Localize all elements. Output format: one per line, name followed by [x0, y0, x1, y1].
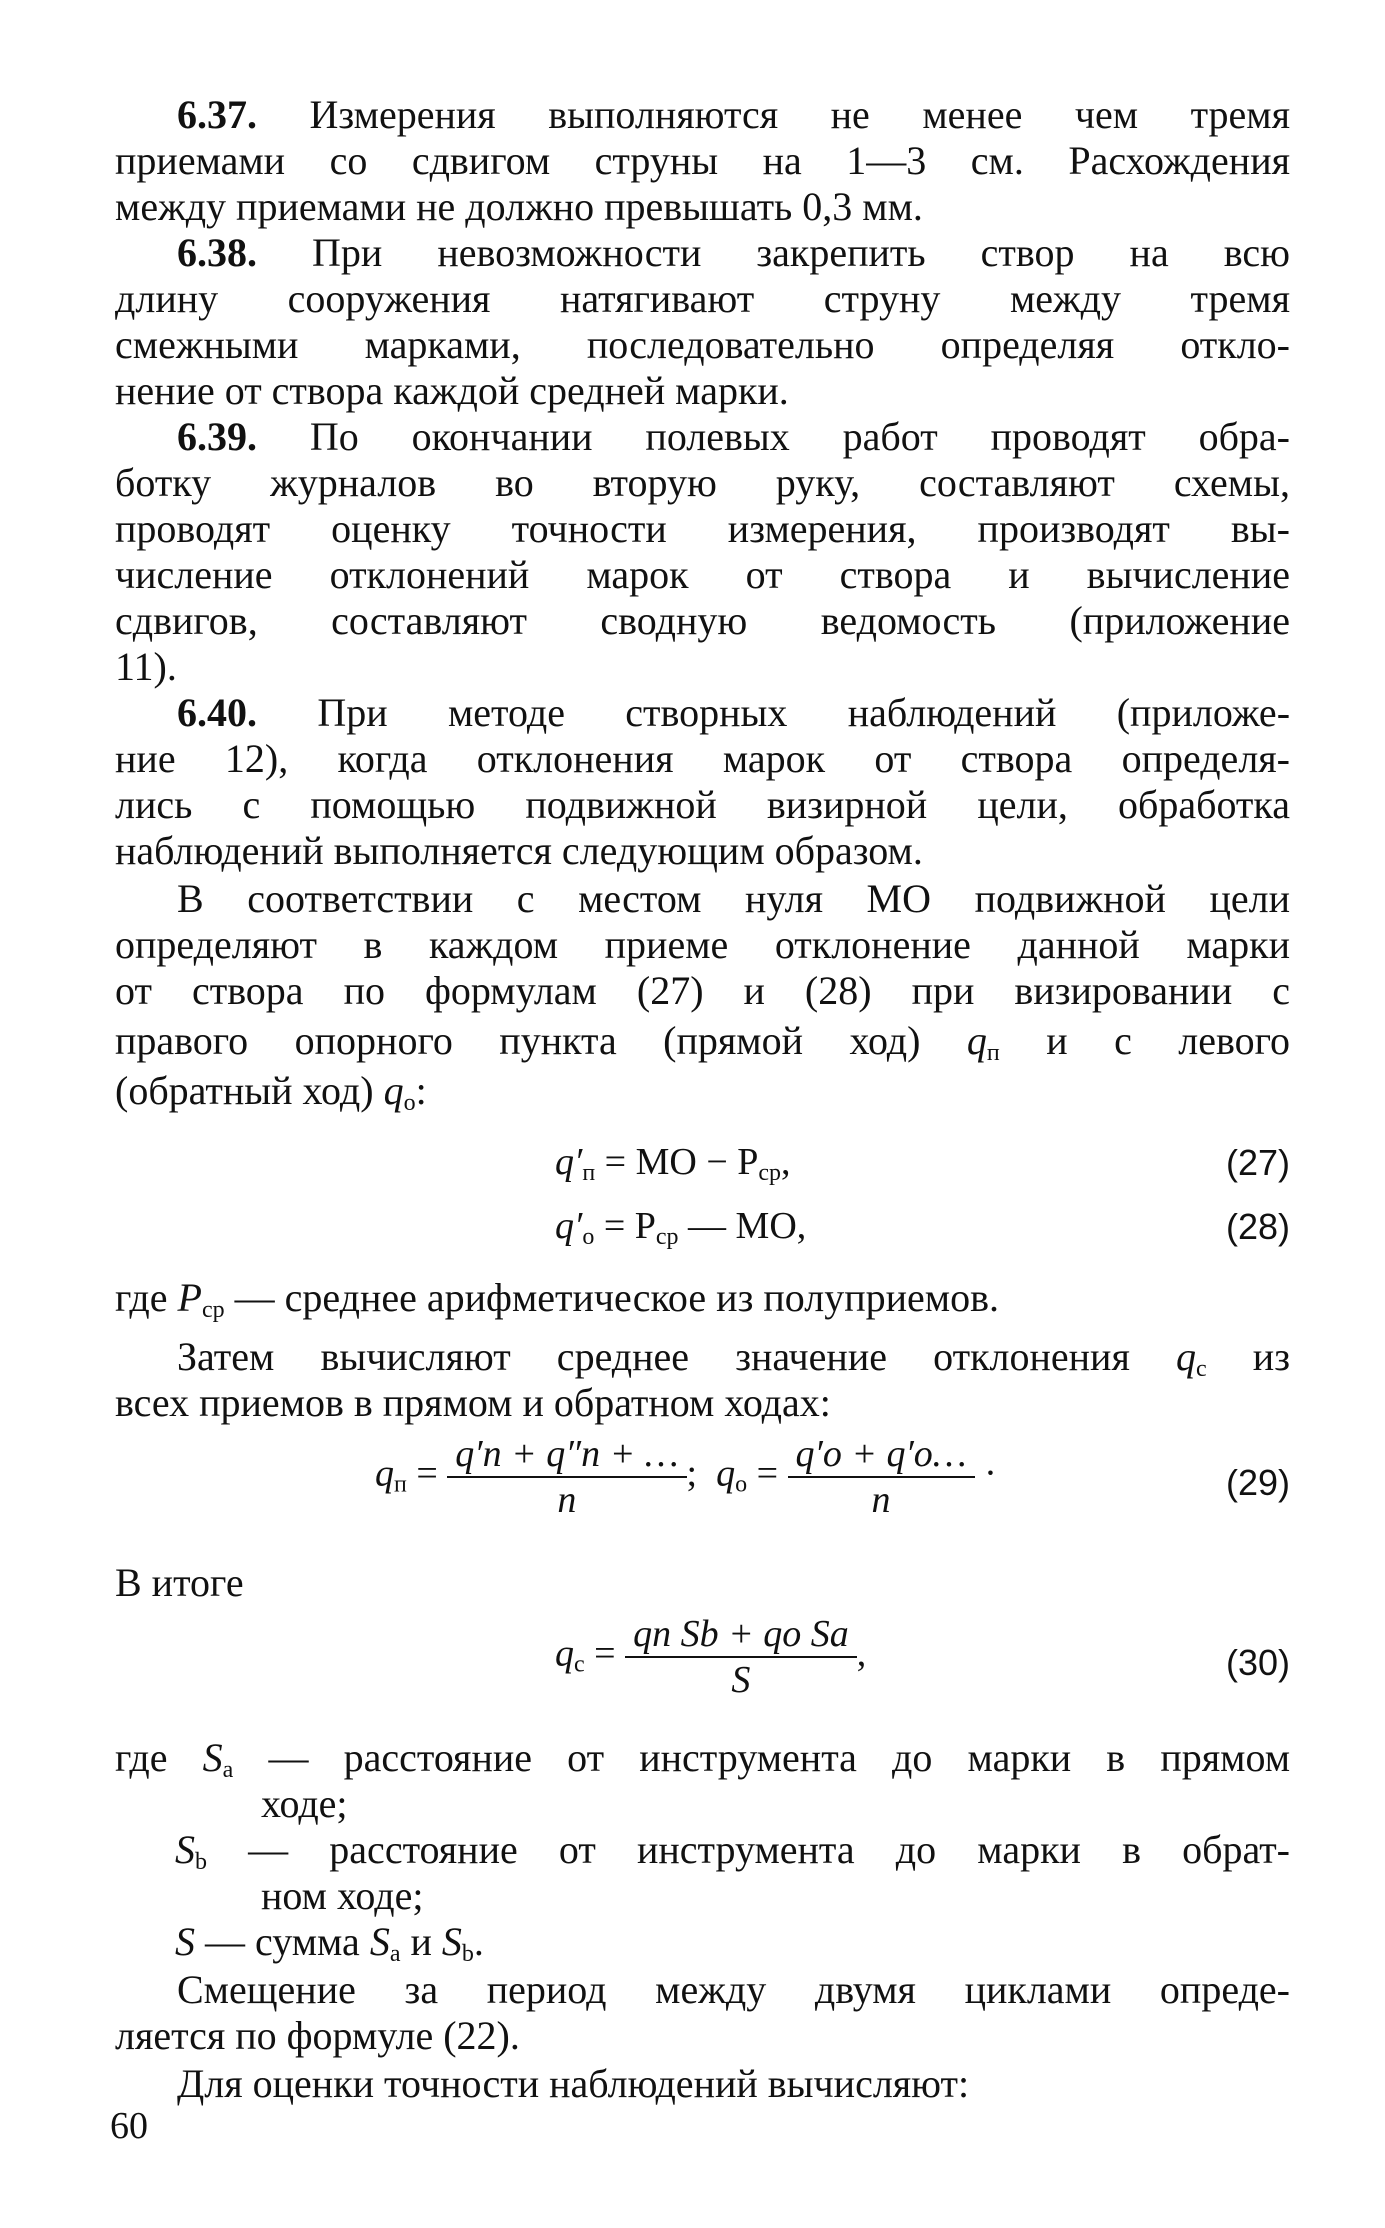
paragraph-6-39-line	[177, 414, 1290, 460]
text-line: 11).	[115, 644, 177, 689]
text-line: Измерения выполняются не менее чем тремя	[309, 92, 1291, 137]
math-variable: $q_п$	[966, 1018, 1000, 1066]
text-line: ние 12), когда отклонения марок от створа определя-	[115, 736, 1290, 781]
text-line: приемами со сдвигом струны на 1—3 см. Расхождения	[115, 138, 1290, 183]
text-span: (обратный ход)	[115, 1068, 374, 1113]
text-line	[115, 1068, 427, 1126]
text-line: числение отклонений марок от створа и вычисление	[115, 552, 1290, 597]
text-line: длину сооружения натягивают струну между тремя	[115, 276, 1290, 321]
math-variable: $q_о$	[383, 1068, 416, 1116]
text-line: ходе;	[261, 1781, 348, 1826]
text-span: и с левого	[1046, 1018, 1291, 1063]
text-line: определяют в каждом приеме отклонение данной марки	[115, 922, 1290, 967]
fraction: $\frac{q'о + q'о\dots}{n}$	[788, 1432, 975, 1522]
text-line: нение от створа каждой средней марки.	[115, 368, 789, 413]
text-line: ботку журналов во вторую руку, составляют схемы,	[115, 460, 1290, 505]
section-number: 6.38.	[177, 230, 257, 275]
text-line: По окончании полевых работ проводят обра-	[309, 414, 1291, 459]
paragraph-6-37-line	[177, 92, 1290, 138]
paragraph-6-40-line	[177, 690, 1290, 736]
equation-number: (28)	[1225, 1206, 1290, 1247]
paragraph-6-38-line	[177, 230, 1290, 276]
fraction: $\frac{\text{qп Sb + qо Sa}}{S}$	[625, 1612, 857, 1702]
text-line: $S_b$ — расстояние от инструмента до марки в обрат-	[175, 1827, 1290, 1875]
section-number: 6.40.	[177, 690, 257, 735]
section-number: 6.39.	[177, 414, 257, 459]
text-line: В итоге	[115, 1560, 244, 1605]
equation-number: (27)	[1225, 1142, 1290, 1183]
equation-number: (29)	[1225, 1462, 1290, 1503]
text-line: ном ходе;	[261, 1873, 424, 1918]
text-line: Смещение за период между двумя циклами опреде-	[177, 1967, 1290, 2012]
fraction: $\frac{q'п + q''п + \dots}{n}$	[447, 1432, 686, 1522]
text-line: S — сумма $S_a$ и $S_b$.	[175, 1919, 484, 1967]
page-number: 60	[110, 2105, 148, 2147]
text-line: всех приемов в прямом и обратном ходах:	[115, 1380, 831, 1425]
text-line: сдвигов, составляют сводную ведомость (приложение	[115, 598, 1290, 643]
section-number: 6.37.	[177, 92, 257, 137]
text-line: Для оценки точности наблюдений вычисляют:	[177, 2061, 970, 2106]
text-line: где $S_a$ — расстояние от инструмента до марки в прямом	[115, 1735, 1291, 1783]
text-line: В соответствии с местом нуля МО подвижной цели	[177, 876, 1290, 921]
text-line: ляется по формуле (22).	[115, 2013, 520, 2058]
text-line: При невозможности закрепить створ на всю	[312, 230, 1291, 275]
text-line: Затем вычисляют среднее значение отклонения $q_c$ из	[177, 1334, 1290, 1382]
text-line: наблюдений выполняется следующим образом.	[115, 828, 923, 873]
text-line: проводят оценку точности измерения, производят вы-	[115, 506, 1290, 551]
text-span: правого опорного пункта (прямой ход)	[115, 1018, 921, 1063]
text-span: :	[415, 1068, 427, 1113]
formula-27: $q'_п$ = МО − $P_{ср}$,	[555, 1141, 791, 1186]
formula-29: $q_п$ = $\frac{q'п + q''п + \dots}{n}$ ; $q_о$ = $\frac{q'о + q'о\dots}{n}$ ·	[375, 1433, 997, 1521]
text-line: При методе створных наблюдений (приложе-	[317, 690, 1291, 735]
text-line: смежными марками, последовательно определяя откло-	[115, 322, 1290, 367]
text-line: лись с помощью подвижной визирной цели, обработка	[115, 782, 1290, 827]
text-line: между приемами не должно превышать 0,3 мм.	[115, 184, 923, 229]
text-line: где $P_{ср}$ — среднее арифметическое из полуприемов.	[115, 1275, 999, 1323]
text-line: от створа по формулам (27) и (28) при визировании с	[115, 968, 1290, 1013]
equation-number: (30)	[1225, 1642, 1290, 1683]
formula-28: $q'_о = P_{ср}$ — МО,	[555, 1205, 807, 1250]
document-page	[115, 92, 1290, 2192]
formula-30: $q_c$ = $\frac{\text{qп Sb + qо Sa}}{S}$ ,	[555, 1613, 867, 1701]
